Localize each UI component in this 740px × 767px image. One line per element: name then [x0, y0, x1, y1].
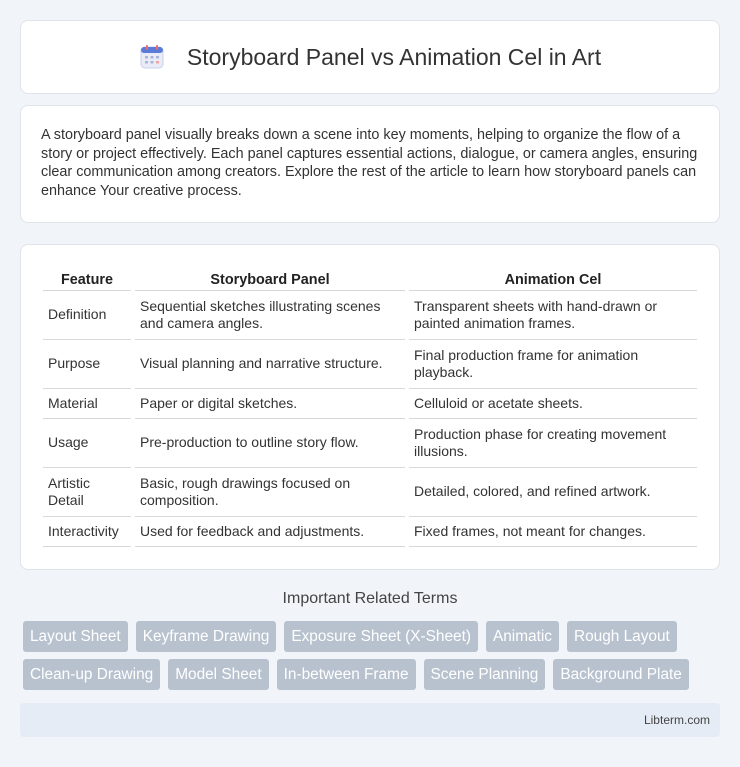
feature-cell: Artistic Detail	[43, 468, 131, 517]
footer	[20, 703, 720, 737]
table-row	[43, 291, 697, 340]
related-term-tag[interactable]: In-between Frame	[277, 659, 416, 690]
table-row	[43, 389, 697, 419]
storyboard-cell: Paper or digital sketches.	[135, 389, 405, 419]
related-term-tag[interactable]: Background Plate	[553, 659, 689, 690]
related-term-tag[interactable]: Rough Layout	[567, 621, 677, 652]
feature-cell: Definition	[43, 291, 131, 340]
cel-cell: Final production frame for animation playback.	[409, 340, 697, 389]
comparison-card	[20, 244, 720, 570]
table-row	[43, 419, 697, 468]
storyboard-cell: Visual planning and narrative structure.	[135, 340, 405, 389]
related-terms-title: Important Related Terms	[282, 590, 458, 607]
cel-cell: Celluloid or acetate sheets.	[409, 389, 697, 419]
related-term-tag[interactable]: Layout Sheet	[23, 621, 128, 652]
comparison-table	[39, 265, 701, 547]
related-term-tag[interactable]: Clean-up Drawing	[23, 659, 160, 690]
cel-cell: Fixed frames, not meant for changes.	[409, 517, 697, 547]
table-header-row	[43, 265, 697, 291]
feature-cell: Interactivity	[43, 517, 131, 547]
page-title: Storyboard Panel vs Animation Cel in Art	[186, 43, 602, 70]
related-term-tag[interactable]: Keyframe Drawing	[136, 621, 277, 652]
header-animation-cel: Animation Cel	[409, 265, 697, 291]
cel-cell: Transparent sheets with hand-drawn or painted animation frames.	[409, 291, 697, 340]
storyboard-cell: Sequential sketches illustrating scenes and camera angles.	[135, 291, 405, 340]
storyboard-cell: Pre-production to outline story flow.	[135, 419, 405, 468]
table-row	[43, 468, 697, 517]
table-row	[43, 517, 697, 547]
related-term-tag[interactable]: Model Sheet	[168, 659, 268, 690]
intro-text: A storyboard panel visually breaks down a scene into key moments, helping to organize the flow of a story or project effectively. Each panel captures essential actions, dialogue, or camera angles, ensuring clear communication among creators. Explore the rest of the article to learn how storyboard panels can enhance Your creative process.	[41, 127, 698, 199]
related-term-tag[interactable]: Exposure Sheet (X-Sheet)	[284, 621, 478, 652]
cel-cell: Production phase for creating movement illusions.	[409, 419, 697, 468]
storyboard-cell: Used for feedback and adjustments.	[135, 517, 405, 547]
related-term-tag[interactable]: Animatic	[486, 621, 559, 652]
feature-cell: Material	[43, 389, 131, 419]
cel-cell: Detailed, colored, and refined artwork.	[409, 468, 697, 517]
footer-site-link[interactable]: Libterm.com	[643, 713, 710, 727]
related-term-tag[interactable]: Scene Planning	[424, 659, 546, 690]
calendar-icon	[139, 44, 165, 70]
storyboard-cell: Basic, rough drawings focused on composition.	[135, 468, 405, 517]
related-terms-list	[23, 621, 723, 690]
intro-card	[20, 105, 720, 223]
feature-cell: Purpose	[43, 340, 131, 389]
header-storyboard-panel: Storyboard Panel	[135, 265, 405, 291]
feature-cell: Usage	[43, 419, 131, 468]
header-feature: Feature	[43, 265, 131, 291]
table-row	[43, 340, 697, 389]
header-card	[20, 20, 720, 94]
